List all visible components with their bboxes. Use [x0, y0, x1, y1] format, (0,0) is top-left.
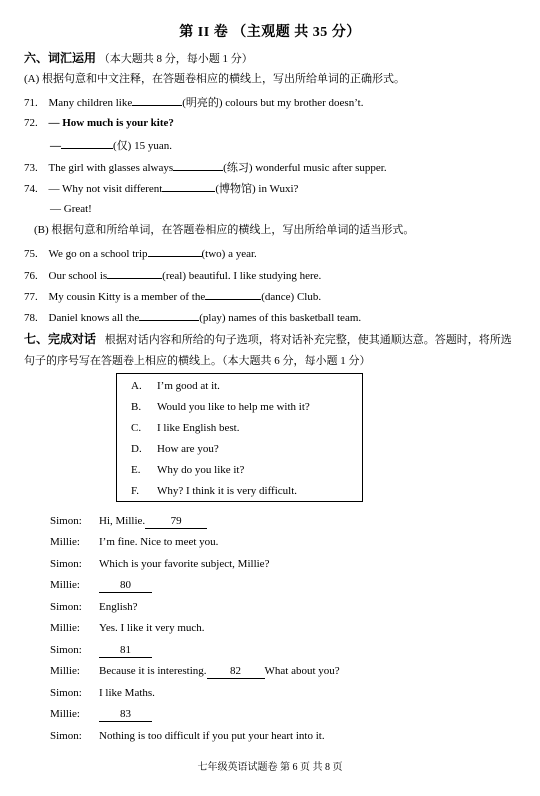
dialogue-line: Hi, Millie. 79 [99, 514, 207, 529]
dialogue-speaker: Simon: [50, 644, 82, 656]
question-78 [24, 309, 361, 325]
question-text: My cousin Kitty is a member of the [48, 291, 206, 303]
answer-blank: 79 [145, 514, 207, 529]
question-74-line-1 [24, 180, 298, 196]
answer-blank [132, 94, 182, 106]
question-76 [24, 267, 321, 283]
vocab-header [24, 51, 253, 66]
answer-blank: 81 [99, 643, 152, 658]
option-f: F. Why? I think it is very difficult. [131, 485, 298, 497]
dialogue-speaker: Simon: [50, 558, 82, 570]
vocab-part-b-instruction: (B) 根据句意和所给单词，在答题卷相应的横线上，写出所给单词的适当形式。 [34, 224, 415, 236]
option-e: E. Why do you like it? [131, 464, 245, 476]
question-72-line-2 [50, 137, 172, 153]
dialogue-speaker: Simon: [50, 730, 82, 742]
question-hint: (real) beautiful. I like studying here. [162, 270, 322, 282]
question-74-line-2: — Great! [50, 203, 92, 215]
answer-blank [107, 267, 162, 279]
question-number: 75. [24, 248, 38, 260]
dialogue-heading: 七、完成对话 [24, 332, 97, 346]
answer-blank: 83 [99, 707, 152, 722]
question-number: 77. [24, 291, 38, 303]
question-number: 73. [24, 162, 38, 174]
answer-blank [162, 180, 215, 192]
question-text: The girl with glasses always [48, 162, 174, 174]
question-text: Many children like [48, 97, 133, 109]
option-b: B. Would you like to help me with it? [131, 401, 310, 413]
option-a: A. I’m good at it. [131, 380, 220, 392]
question-number: 78. [24, 312, 38, 324]
answer-blank [205, 288, 261, 300]
dialogue-line [99, 707, 152, 722]
question-hint: (two) a year. [201, 248, 257, 260]
page-footer: 七年级英语试题卷 第 6 页 共 8 页 [197, 762, 343, 773]
dialogue-speaker: Simon: [50, 601, 82, 613]
question-73 [24, 159, 387, 175]
question-hint: (dance) Club. [261, 291, 322, 303]
options-box [116, 373, 363, 502]
option-c: C. I like English best. [131, 422, 240, 434]
dialogue-line [99, 643, 152, 658]
dialogue-instruction: 根据对话内容和所给的句子选项，将对话补充完整，使其通顺达意。答题时，将所选句子的序号写在答题卷上相应的横线上。（本大题共 6 分，每小题 1 分） [24, 334, 512, 367]
question-text: Daniel knows all the [48, 312, 140, 324]
question-hint: (play) names of this basketball team. [199, 312, 362, 324]
question-number: 72. [24, 117, 38, 129]
dialogue-header [24, 329, 514, 372]
answer-blank: 82 [207, 664, 265, 679]
dialogue-speaker: Simon: [50, 687, 82, 699]
vocab-heading: 六、词汇运用 [24, 51, 97, 65]
dialogue-line: Because it is interesting. 82 What about you? [99, 665, 340, 677]
dialogue-dash: — [50, 140, 61, 152]
option-d: D. How are you? [131, 443, 219, 455]
dialogue-line: I’m fine. Nice to meet you. [99, 536, 219, 548]
question-number: 74. [24, 183, 38, 195]
dialogue-line: Yes. I like it very much. [99, 622, 205, 634]
question-hint: (仅) 15 yuan. [113, 140, 172, 152]
question-hint: (明亮的) colours but my brother doesn’t. [182, 97, 364, 109]
question-number: 76. [24, 270, 38, 282]
dialogue-line: I like Maths. [99, 687, 155, 699]
question-75 [24, 245, 257, 261]
question-text: — Why not visit different [48, 183, 163, 195]
question-text: — How much is your kite? [48, 117, 174, 129]
dialogue-line: Which is your favorite subject, Millie? [99, 558, 270, 570]
answer-blank [173, 159, 223, 171]
dialogue-speaker: Millie: [50, 665, 80, 677]
dialogue-line: Nothing is too difficult if you put your heart into it. [99, 730, 325, 742]
dialogue-line: English? [99, 601, 138, 613]
dialogue-speaker: Millie: [50, 622, 80, 634]
question-71 [24, 94, 363, 110]
answer-blank [148, 245, 202, 257]
vocab-note: （本大题共 8 分，每小题 1 分） [98, 53, 253, 65]
question-72-line-1 [24, 116, 174, 130]
answer-blank: 80 [99, 578, 152, 593]
answer-blank [139, 309, 199, 321]
dialogue-speaker: Millie: [50, 536, 80, 548]
question-number: 71. [24, 97, 38, 109]
question-text: We go on a school trip [48, 248, 148, 260]
dialogue-speaker: Simon: [50, 515, 82, 527]
dialogue-speaker: Millie: [50, 708, 80, 720]
question-hint: (博物馆) in Wuxi? [215, 183, 299, 195]
page-title: 第 II 卷 （主观题 共 35 分） [179, 25, 361, 40]
vocab-part-a-instruction: (A) 根据句意和中文注释，在答题卷相应的横线上，写出所给单词的正确形式。 [24, 73, 406, 85]
dialogue-speaker: Millie: [50, 579, 80, 591]
dialogue-line [99, 578, 152, 593]
answer-blank [61, 137, 113, 149]
question-77 [24, 288, 321, 304]
question-text: Our school is [48, 270, 108, 282]
question-hint: (练习) wonderful music after supper. [223, 162, 387, 174]
